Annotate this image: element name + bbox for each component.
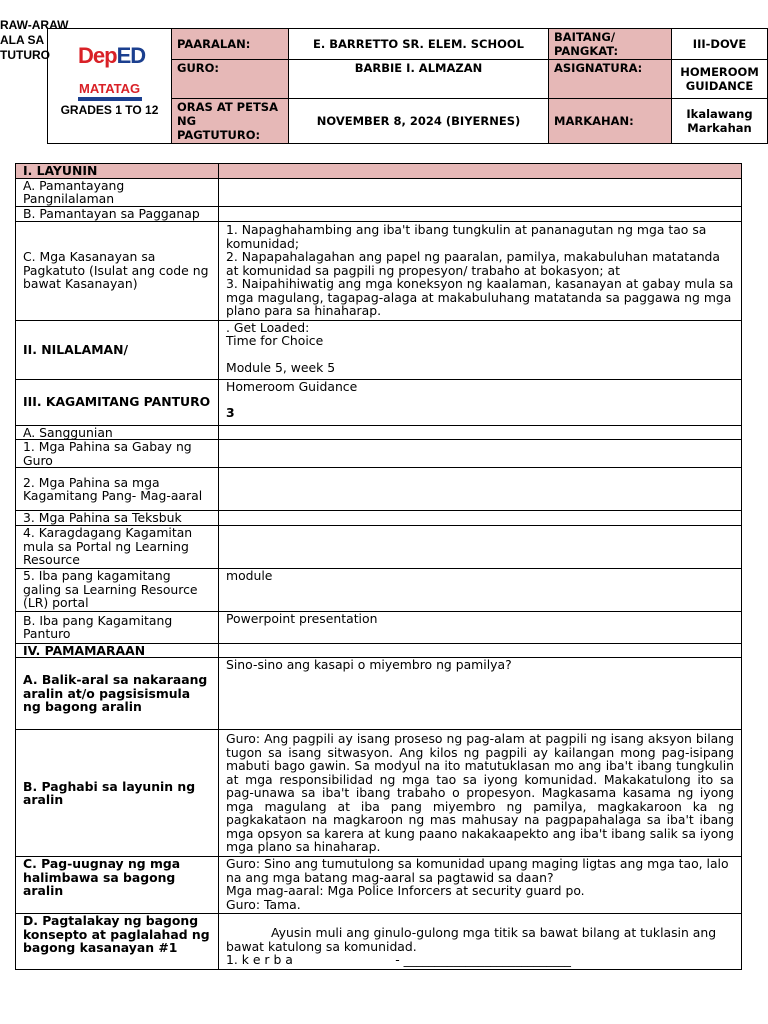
layunin-heading: I. LAYUNIN bbox=[16, 164, 219, 179]
kagamitang-pang-mag-aaral-label: 2. Mga Pahina sa mga Kagamitang Pang- Mag-aaral bbox=[16, 468, 219, 511]
kasanayan-label: C. Mga Kasanayan sa Pagkatuto (Isulat ang code ng bawat Kasanayan) bbox=[16, 221, 219, 320]
matatag-logo-text: MATATAG bbox=[79, 81, 141, 96]
pag-uugnay-line-1: Guro: Sino ang tumutulong sa komunidad upang maging ligtas ang mga tao, lalo na ang mga batang mag-aaral sa pagtawid sa daan? bbox=[226, 856, 729, 885]
guro-value: BARBIE I. ALMAZAN bbox=[289, 60, 549, 99]
pagtalakay-line-1: Ayusin muli ang ginulo-gulong mga titik sa bawat bilang at tuklasin ang bawat katulong sa komunidad. bbox=[226, 925, 717, 954]
kasanayan-item-3: 3. Naipahihiwatig ang mga koneksyon ng kaalaman, kasanayan at gabay mula sa mga magulang, tagapag-alaga at makabuluhang matatanda sa paggawa ng mga plano para sa hinaharap. bbox=[226, 276, 734, 319]
deped-logo-icon: DepED bbox=[78, 43, 146, 68]
kagamitan-label: III. KAGAMITANG PANTURO bbox=[16, 379, 219, 425]
asignatura-label: ASIGNATURA: bbox=[549, 60, 672, 99]
pagtalakay-value bbox=[219, 914, 742, 970]
nilalaman-line-2: Time for Choice bbox=[226, 333, 324, 348]
karagdagang-label: 4. Karagdagang Kagamitan mula sa Portal ng Learning Resource bbox=[16, 525, 219, 568]
kasanayan-item-1: 1. Napaghahambing ang iba't ibang tungkulin at pananagutan ng mga tao sa komunidad; bbox=[226, 222, 707, 251]
grades-label: GRADES 1 TO 12 bbox=[60, 103, 159, 117]
logo-underline bbox=[78, 97, 142, 101]
iba-pang-kagamitan-label: B. Iba pang Kagamitang Panturo bbox=[16, 611, 219, 643]
asignatura-value: HOMEROOM GUIDANCE bbox=[672, 60, 768, 99]
kasanayan-value bbox=[219, 221, 742, 320]
gabay-value bbox=[219, 440, 742, 468]
header-table bbox=[47, 28, 768, 144]
title-line-1: RAW-ARAW bbox=[0, 18, 69, 32]
pagtalakay-line-2: 1. k e r b a - ___________________________ bbox=[226, 952, 571, 968]
lesson-plan-table bbox=[15, 163, 742, 970]
balik-aral-value: Sino-sino ang kasapi o miyembro ng pamilya? bbox=[219, 658, 742, 730]
kagamitang-pang-mag-aaral-value bbox=[219, 468, 742, 511]
pamamaraan-heading: IV. PAMAMARAAN bbox=[16, 643, 219, 658]
pamantayan-pagganap-label: B. Pamantayan sa Pagganap bbox=[16, 206, 219, 221]
karagdagang-value bbox=[219, 525, 742, 568]
baitang-value: III-DOVE bbox=[672, 29, 768, 60]
oras-label: ORAS AT PETSA NG PAGTUTURO: bbox=[172, 99, 289, 144]
guro-label: GURO: bbox=[172, 60, 289, 99]
teksbuk-label: 3. Mga Pahina sa Teksbuk bbox=[16, 511, 219, 526]
pamantayang-pangnilalaman-label: A. Pamantayang Pangnilalaman bbox=[16, 178, 219, 206]
kagamitan-value bbox=[219, 379, 742, 425]
pagtalakay-label: D. Pagtalakay ng bagong konsepto at paglalahad ng bagong kasanayan #1 bbox=[16, 914, 219, 970]
iba-pang-kagamitan-value: Powerpoint presentation bbox=[219, 611, 742, 643]
pag-uugnay-label: C. Pag-uugnay ng mga halimbawa sa bagong aralin bbox=[16, 857, 219, 914]
gabay-label: 1. Mga Pahina sa Gabay ng Guro bbox=[16, 440, 219, 468]
balik-aral-label: A. Balik-aral sa nakaraang aralin at/o pagsisismula ng bagong aralin bbox=[16, 658, 219, 730]
paghabi-value: Guro: Ang pagpili ay isang proseso ng pag-alam at pagpili ng isang aksyon bilang tugon sa isang sitwasyon. Ang kilos ng pagpili ay kailangan mong pag-isipang mabuti bago gawin. Sa modyul na ito matutuklasan mo ang iba't ibang tungkulin at mga responsibilidad ng mga tao sa iyong komunidad. Makakatulong ito sa pag-unawa sa iba't ibang trabaho o propesyon. Magkasama kasama ng iyong mga magulang at iba pang miyembro ng pamilya, magkakaroon ka ng pagkakataon na magkaroon ng mas mahusay na pagpapahalaga sa iba't ibang mga opsyon sa karera at kung paano nakakaapekto ang iba't ibang salik sa iyong mga plano sa hinaharap. bbox=[219, 730, 742, 857]
markahan-label: MARKAHAN: bbox=[549, 99, 672, 144]
iba-pang-lr-value: module bbox=[219, 568, 742, 611]
deped-matatag-logo bbox=[48, 31, 171, 141]
baitang-label: BAITANG/ PANGKAT: bbox=[549, 29, 672, 60]
paaralan-value: E. BARRETTO SR. ELEM. SCHOOL bbox=[289, 29, 549, 60]
pag-uugnay-value bbox=[219, 857, 742, 914]
nilalaman-value bbox=[219, 320, 742, 379]
markahan-value: Ikalawang Markahan bbox=[672, 99, 768, 144]
paaralan-label: PAARALAN: bbox=[172, 29, 289, 60]
nilalaman-line-3: Module 5, week 5 bbox=[226, 359, 336, 375]
deped-logo-cell bbox=[48, 29, 172, 144]
nilalaman-line-1: . Get Loaded: bbox=[226, 319, 310, 335]
sanggunian-label: A. Sanggunian bbox=[16, 425, 219, 440]
iba-pang-lr-label: 5. Iba pang kagamitang galing sa Learning Resource (LR) portal bbox=[16, 568, 219, 611]
kagamitan-line-2: 3 bbox=[226, 405, 235, 420]
pamantayan-pagganap-value bbox=[219, 206, 742, 221]
kasanayan-item-2: 2. Napapahalagahan ang papel ng paaralan, pamilya, makabuluhan matatanda at komunidad sa pagpili ng propesyon/ trabaho at bokasyon; at bbox=[226, 249, 721, 278]
pamantayang-pangnilalaman-value bbox=[219, 178, 742, 206]
sanggunian-value bbox=[219, 425, 742, 440]
title-line-2: ALA SA bbox=[0, 33, 45, 47]
oras-value: NOVEMBER 8, 2024 (BIYERNES) bbox=[289, 99, 549, 144]
title-line-3: TUTURO bbox=[0, 48, 50, 62]
pag-uugnay-line-2: Mga mag-aaral: Mga Police Inforcers at security guard po. bbox=[226, 883, 585, 898]
pamamaraan-heading-blank bbox=[219, 643, 742, 658]
teksbuk-value bbox=[219, 511, 742, 526]
nilalaman-label: II. NILALAMAN/ bbox=[16, 320, 219, 379]
paghabi-label: B. Paghabi sa layunin ng aralin bbox=[16, 730, 219, 857]
kagamitan-line-1: Homeroom Guidance bbox=[226, 378, 358, 394]
layunin-heading-blank bbox=[219, 164, 742, 179]
pag-uugnay-line-3: Guro: Tama. bbox=[226, 896, 301, 912]
